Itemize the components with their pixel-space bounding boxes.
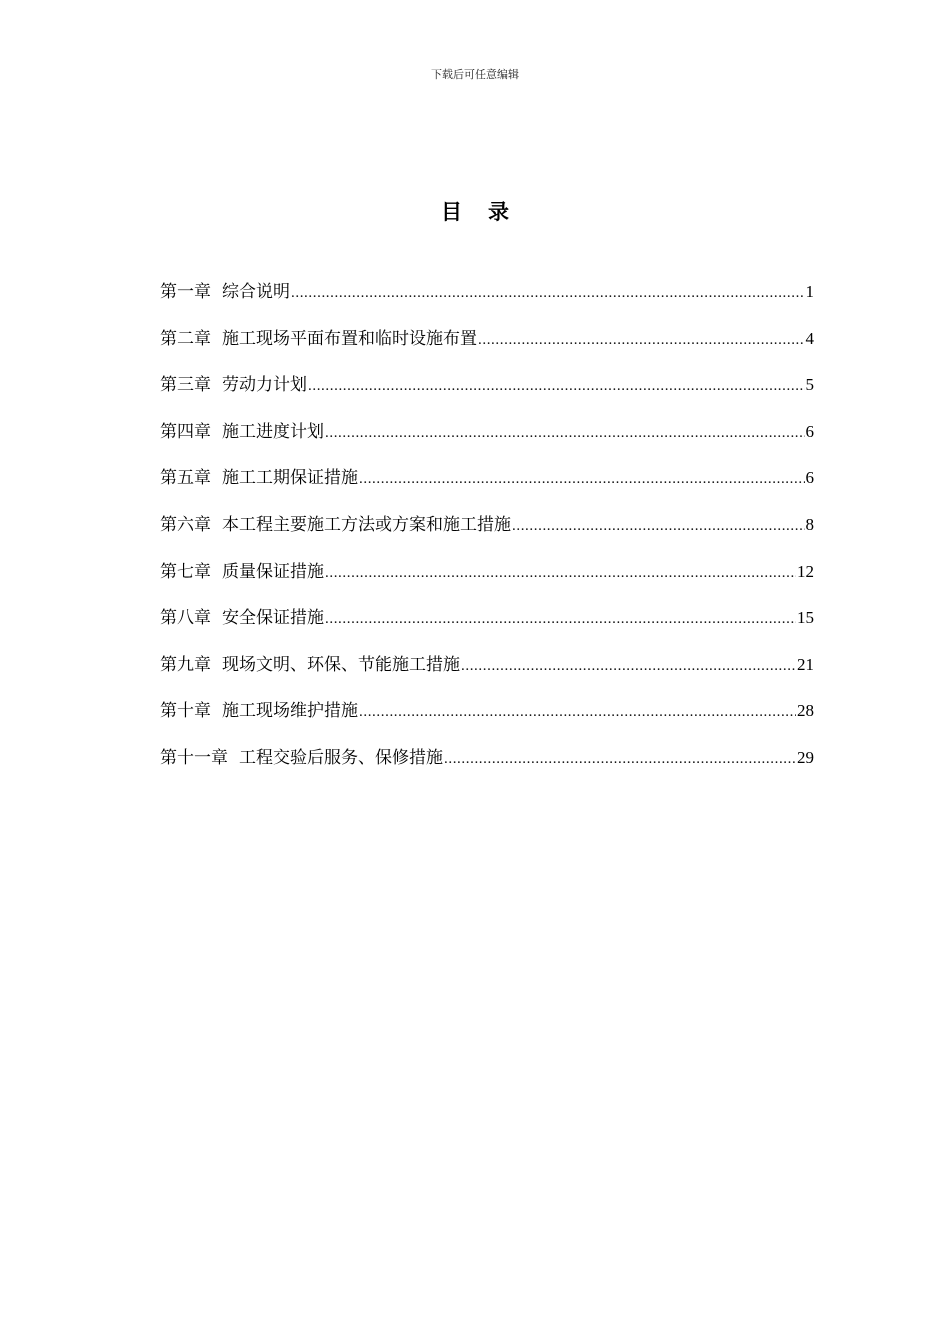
toc-chapter-number: 第三章	[160, 375, 211, 396]
toc-dot-leader	[461, 650, 796, 682]
toc-entry-11[interactable]	[160, 742, 814, 789]
toc-chapter-heading: 施工现场维护措施	[222, 701, 358, 722]
toc-chapter-number: 第一章	[160, 282, 211, 302]
toc-page-number: 21	[797, 654, 814, 674]
toc-chapter-heading: 施工现场平面布置和临时设施布置	[222, 328, 477, 349]
toc-dot-leader	[478, 324, 805, 356]
toc-title: 目录	[441, 199, 535, 224]
toc-entry-3[interactable]	[160, 369, 814, 416]
toc-entry-7[interactable]	[160, 556, 814, 603]
toc-dot-leader	[512, 510, 805, 542]
toc-dot-leader	[308, 370, 805, 402]
toc-page-number: 28	[797, 701, 814, 721]
toc-chapter-heading: 综合说明	[222, 282, 290, 302]
toc-entry-10[interactable]	[160, 695, 814, 742]
toc-chapter-number: 第八章	[160, 608, 211, 629]
toc-chapter-number: 第十章	[160, 701, 211, 722]
toc-chapter-heading: 工程交验后服务、保修措施	[239, 747, 443, 768]
toc-entry-6[interactable]	[160, 509, 814, 556]
toc-dot-leader	[325, 557, 796, 589]
page-header: 下载后可任意编辑	[431, 68, 519, 81]
toc-chapter-number: 第六章	[160, 514, 211, 535]
toc-chapter-number: 第五章	[160, 468, 211, 489]
toc-page-number: 1	[805, 282, 814, 301]
toc-entry-8[interactable]	[160, 602, 814, 649]
toc-chapter-heading: 现场文明、环保、节能施工措施	[222, 654, 460, 675]
toc-dot-leader	[325, 417, 805, 449]
toc-chapter-number: 第七章	[160, 561, 211, 582]
toc-dot-leader	[291, 277, 805, 309]
toc-page-number: 29	[797, 747, 814, 767]
toc-chapter-number: 第四章	[160, 421, 211, 442]
toc-chapter-heading: 劳动力计划	[222, 375, 307, 396]
table-of-contents	[160, 276, 814, 789]
toc-chapter-heading: 施工工期保证措施	[222, 468, 358, 489]
toc-chapter-heading: 质量保证措施	[222, 561, 324, 582]
toc-entry-1[interactable]	[160, 276, 814, 323]
toc-entry-2[interactable]	[160, 323, 814, 370]
toc-chapter-heading: 施工进度计划	[222, 421, 324, 442]
toc-chapter-number: 第十一章	[160, 747, 228, 768]
toc-page-number: 6	[805, 421, 814, 441]
toc-chapter-number: 第九章	[160, 654, 211, 675]
toc-dot-leader	[325, 603, 796, 635]
toc-dot-leader	[444, 743, 796, 775]
toc-entry-5[interactable]	[160, 462, 814, 509]
toc-entry-4[interactable]	[160, 416, 814, 463]
toc-chapter-heading: 安全保证措施	[222, 608, 324, 629]
toc-entry-9[interactable]	[160, 649, 814, 696]
toc-page-number: 8	[805, 514, 814, 534]
toc-page-number: 5	[805, 375, 814, 395]
toc-page-number: 12	[797, 561, 814, 581]
toc-dot-leader	[359, 696, 796, 728]
toc-page-number: 4	[805, 328, 814, 348]
toc-page-number: 6	[805, 468, 814, 488]
toc-page-number: 15	[797, 608, 814, 628]
toc-dot-leader	[359, 463, 805, 495]
toc-chapter-heading: 本工程主要施工方法或方案和施工措施	[222, 514, 511, 535]
toc-chapter-number: 第二章	[160, 328, 211, 349]
